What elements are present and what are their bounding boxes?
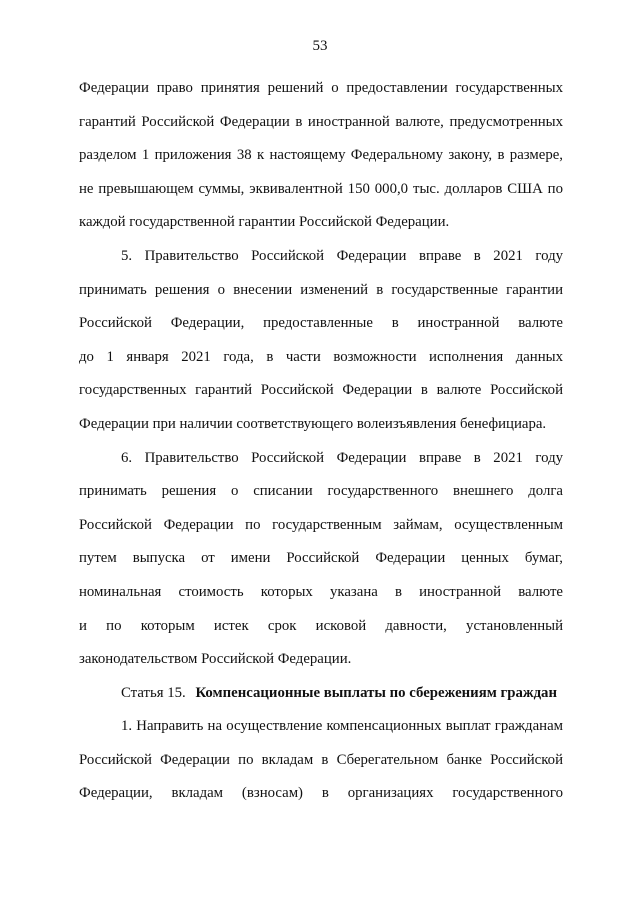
text-line: гарантий Российской Федерации в иностранной валюте, предусмотренных: [79, 113, 563, 130]
text-line: принимать решения о внесении изменений в государственные гарантии: [79, 281, 563, 298]
text-line: государственных гарантий Российской Федерации в валюте Российской: [79, 382, 563, 399]
text-line: каждой государственной гарантии Российской Федерации.: [79, 214, 450, 231]
article-title: Компенсационные выплаты по сбережениям граждан: [195, 684, 557, 701]
text-line: принимать решения о списании государственного внешнего долга: [79, 483, 563, 500]
article-15-first-line: 1. Направить на осуществление компенсационных выплат гражданам: [121, 718, 563, 735]
paragraph-6-first-line: 6. Правительство Российской Федерации вправе в 2021 году: [121, 449, 563, 466]
text-line: номинальная стоимость которых указана в иностранной валюте: [79, 583, 563, 600]
document-body: [79, 72, 563, 811]
text-line: Федерации, вкладам (взносам) в организациях государственного: [79, 785, 563, 802]
article-label: Статья 15.: [121, 684, 186, 701]
text-line: разделом 1 приложения 38 к настоящему Федеральному закону, в размере,: [79, 147, 563, 164]
article-heading: [79, 677, 563, 711]
text-line: Федерации при наличии соответствующего волеизъявления бенефициара.: [79, 415, 547, 432]
paragraph-5-first-line: 5. Правительство Российской Федерации вправе в 2021 году: [121, 247, 563, 264]
text-line: и по которым истек срок исковой давности, установленный: [79, 617, 563, 634]
text-line: до 1 января 2021 года, в части возможности исполнения данных: [79, 348, 563, 365]
text-line: Российской Федерации по вкладам в Сберегательном банке Российской: [79, 751, 563, 768]
text-line: законодательством Российской Федерации.: [79, 651, 352, 668]
page-number: 53: [312, 38, 328, 54]
text-line: Федерации право принятия решений о предоставлении государственных: [79, 80, 563, 96]
text-line: путем выпуска от имени Российской Федерации ценных бумаг,: [79, 550, 563, 567]
text-line: Российской Федерации по государственным займам, осуществленным: [79, 516, 563, 533]
text-line: Российской Федерации, предоставленные в иностранной валюте: [79, 315, 563, 332]
text-line: не превышающем суммы, эквивалентной 150 000,0 тыс. долларов США по: [79, 180, 563, 197]
